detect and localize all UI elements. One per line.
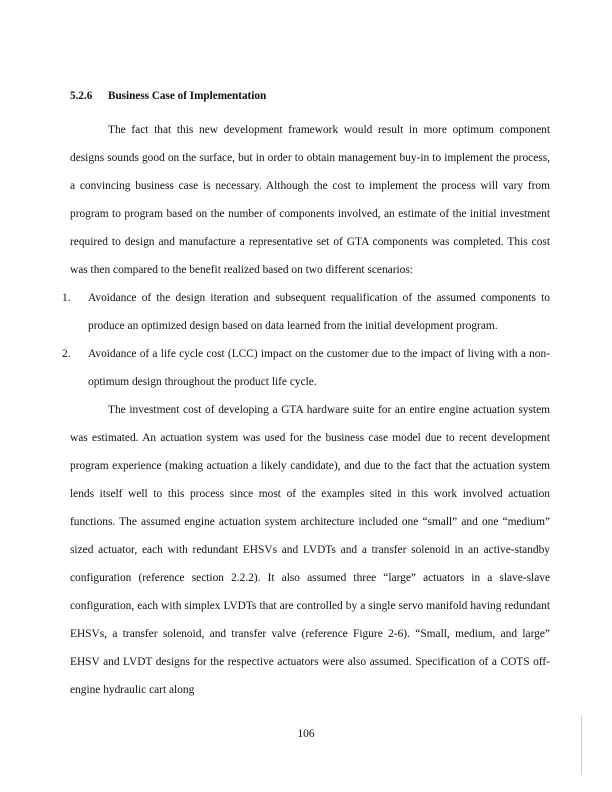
section-title: Business Case of Implementation [108,90,267,102]
paragraph-intro: The fact that this new development framework would result in more optimum component designs sounds good on the surface, but in order to obtain management buy-in to implement the process, a convincing business case is necessary. Although the cost to implement the process will vary from program to program based on the number of components involved, an estimate of the initial investment required to design and manufacture a representative set of GTA components was completed. This cost was then compared to the benefit realized based on two different scenarios: [70,124,550,276]
document-page [62,88,550,704]
list-item-text: Avoidance of a life cycle cost (LCC) impact on the customer due to the impact of living with a non-optimum design throughout the product life cycle. [88,348,550,388]
list-item [62,340,550,396]
section-number: 5.2.6 [70,90,93,102]
list-marker: 1. [62,292,71,304]
scenario-list [62,284,550,396]
section-heading [70,88,550,104]
paragraph-investment: The investment cost of developing a GTA hardware suite for an entire engine actuation system was estimated. An actuation system was used for the business case model due to recent development program experience (making actuation a likely candidate), and due to the fact that the actuation system lends itself well to this process since most of the examples sited in this work involved actuation functions. The assumed engine actuation system architecture included one “small” and one “medium” sized actuator, each with redundant EHSVs and LVDTs and a transfer solenoid in an active-standby configuration (reference section 2.2.2). It also assumed three “large” actuators in a slave-slave configuration, each with simplex LVDTs that are controlled by a single servo manifold having redundant EHSVs, a transfer solenoid, and transfer valve (reference Figure 2-6). “Small, medium, and large” EHSV and LVDT designs for the respective actuators were also assumed. Specification of a COTS off-engine hydraulic cart along [70,404,550,696]
page-edge-line [581,715,582,775]
list-item [62,284,550,340]
list-marker: 2. [62,348,71,360]
page-number: 106 [297,728,315,740]
list-item-text: Avoidance of the design iteration and subsequent requalification of the assumed components to produce an optimized design based on data learned from the initial development program. [88,292,550,332]
